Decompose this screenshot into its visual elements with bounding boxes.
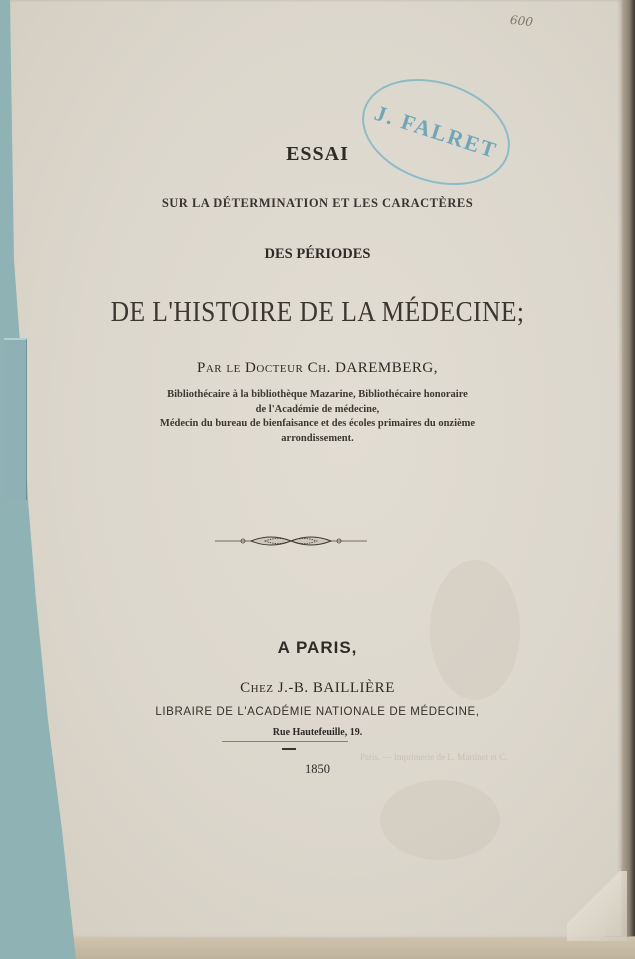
bio-line: arrondissement. <box>281 432 354 444</box>
ornament-divider-icon <box>215 533 367 549</box>
author-line <box>0 360 635 377</box>
bio-line: Médecin du bureau de bienfaisance et des écoles primaires du onzième <box>159 418 476 429</box>
stamp-text: J. FALRET <box>371 99 501 164</box>
publisher-prefix: Chez <box>240 680 274 696</box>
imprint-publisher-role: LIBRAIRE DE L'ACADÉMIE NATIONALE DE MÉDECINE, <box>155 706 480 718</box>
title-subline: SUR LA DÉTERMINATION ET LES CARACTÈRES <box>161 196 474 210</box>
paper-stain <box>430 560 520 700</box>
bio-line: Bibliothécaire à la bibliothèque Mazarine, Bibliothécaire honoraire <box>167 389 468 400</box>
paper-stain <box>380 780 500 860</box>
title-page <box>10 0 622 938</box>
imprint-publisher <box>0 680 635 697</box>
author-bio <box>0 388 635 446</box>
title-main: DE L'HISTOIRE DE LA MÉDECINE; <box>110 296 525 328</box>
author-prefix: Par le Docteur Ch. <box>196 360 331 376</box>
divider-rule <box>222 741 348 742</box>
imprint-address: Rue Hautefeuille, 19. <box>272 727 363 738</box>
underlying-page-edge-bottom <box>60 936 635 959</box>
imprint-year: 1850 <box>305 762 330 776</box>
corner-fold <box>567 871 627 941</box>
imprint-city: A PARIS, <box>277 638 358 657</box>
title-des-periodes: DES PÉRIODES <box>264 246 371 262</box>
bleed-through-text: Paris. — Imprimerie de L. Martinet et C. <box>360 752 508 762</box>
bio-line: de l'Académie de médecine, <box>255 403 380 415</box>
author-name: DAREMBERG, <box>335 360 439 376</box>
title-essai: ESSAI <box>286 143 349 165</box>
publisher-name: J.-B. BAILLIÈRE <box>277 680 395 696</box>
handwritten-note: 600 <box>509 12 534 30</box>
short-rule <box>282 748 296 750</box>
